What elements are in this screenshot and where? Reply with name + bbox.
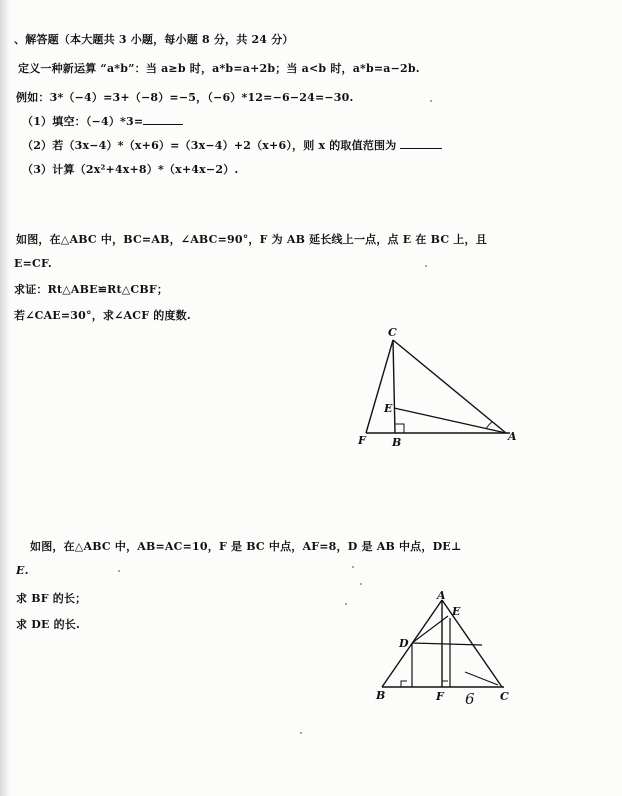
q3-part1: 求 BF 的长； <box>16 592 87 605</box>
q3-label-E: E <box>452 605 461 618</box>
scan-speck <box>360 583 362 585</box>
q1-part3: （3）计算（2x²+4x+8）*（x+4x−2）. <box>22 163 239 176</box>
scan-speck <box>425 265 427 267</box>
q1-part1-text: （1）填空：（−4）*3= <box>22 115 144 128</box>
q1-part1-answer-blank[interactable] <box>143 115 183 125</box>
q3-part2: 求 DE 的长. <box>16 618 81 631</box>
q1-definition: 定义一种新运算 “a*b”：当 a≥b 时，a*b=a+2b；当 a<b 时，a*b=a−2b. <box>18 62 420 75</box>
q3-label-B: B <box>376 689 386 702</box>
q3-label-D: D <box>399 637 409 650</box>
scan-speck <box>345 603 347 605</box>
q2-part2: 若∠CAE=30°，求∠ACF 的度数. <box>14 309 191 322</box>
q2-statement-line1: 如图，在△ABC 中，BC=AB，∠ABC=90°，F 为 AB 延长线上一点，点 E 在 BC 上，且 <box>16 233 487 246</box>
q3-label-F: F <box>436 690 444 703</box>
q3-label-A: A <box>437 590 446 602</box>
scan-speck <box>118 570 120 572</box>
q2-label-A: A <box>508 430 517 443</box>
q1-example: 例如：3*（−4）=3+（−8）=−5，（−6）*12=−6−24=−30. <box>16 91 354 104</box>
section-header: 、解答题（本大题共 3 小题，每小题 8 分，共 24 分） <box>14 33 294 46</box>
q1-part1 <box>22 113 183 129</box>
q2-label-E: E <box>384 402 393 415</box>
scan-speck <box>300 732 302 734</box>
q2-part1: 求证：Rt△ABE≌Rt△CBF； <box>14 283 169 296</box>
q2-label-C: C <box>388 326 397 339</box>
q2-triangle-figure <box>350 320 530 455</box>
q1-part2-answer-blank[interactable] <box>400 139 442 149</box>
scan-speck <box>430 100 432 102</box>
q3-statement-line1: 如图，在△ABC 中，AB=AC=10，F 是 BC 中点，AF=8，D 是 AB 中点，DE⊥ <box>30 540 462 553</box>
q1-part2-text: （2）若（3x−4）*（x+6）=（3x−4）+2（x+6），则 x 的取值范围为 <box>22 139 397 152</box>
page-edge-shadow <box>0 0 10 796</box>
q2-label-F: F <box>358 434 366 447</box>
scan-speck <box>352 566 354 568</box>
q3-triangle-figure <box>370 590 530 715</box>
q1-part2 <box>22 137 442 153</box>
q3-statement-line2: E. <box>16 564 29 577</box>
q3-label-C: C <box>500 690 509 703</box>
q3-handwritten-six: 6 <box>465 690 475 708</box>
q2-label-B: B <box>392 436 402 449</box>
q2-statement-line2: E=CF. <box>14 257 52 270</box>
